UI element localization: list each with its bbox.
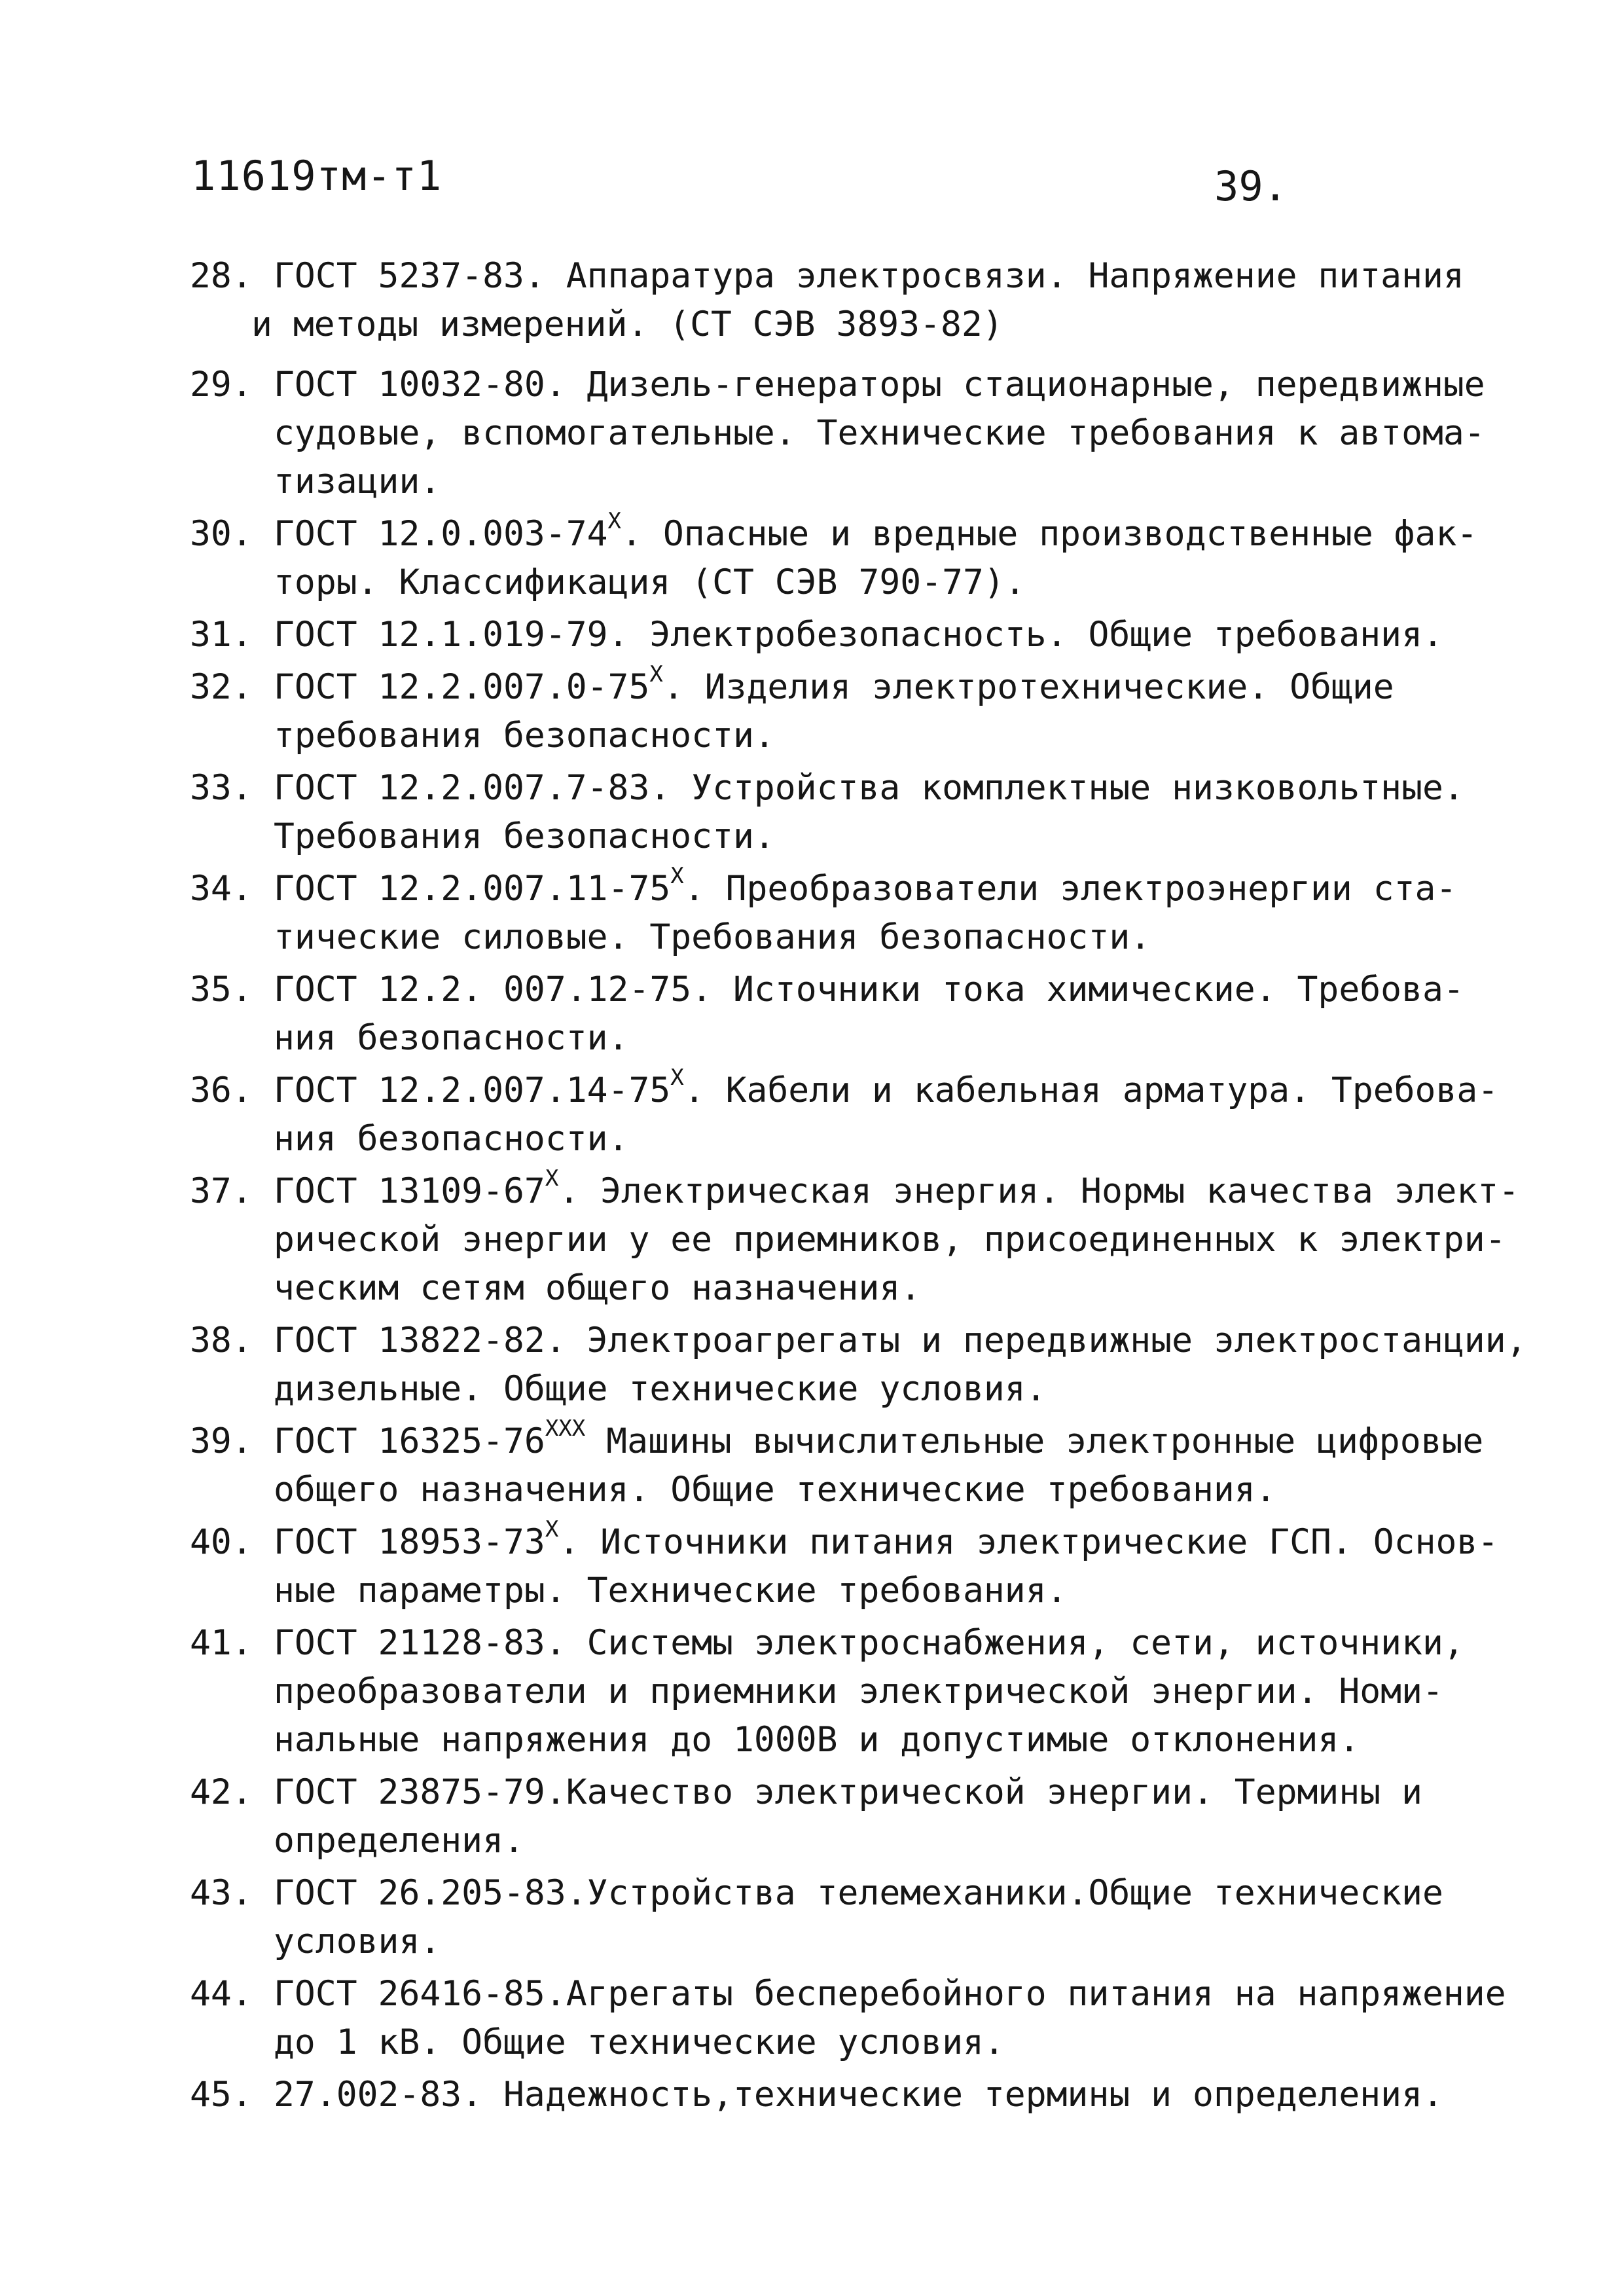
reference-line: тические силовые. Требования безопасности. [274, 917, 1151, 957]
reference-item [190, 764, 1519, 861]
reference-number: 31. [190, 615, 253, 655]
reference-mark: XXX [545, 1415, 586, 1442]
reference-number: 41. [190, 1623, 253, 1663]
reference-line: требования безопасности. [274, 716, 775, 756]
reference-line [274, 1518, 1519, 1567]
reference-code: ГОСТ 18953-73 [274, 1522, 545, 1562]
reference-number: 39. [190, 1421, 253, 1461]
reference-item [190, 1970, 1519, 2067]
document-id: 11619тм-т1 [191, 152, 442, 200]
reference-line: нальные напряжения до 1000В и допустимые отклонения. [274, 1720, 1360, 1760]
reference-code: ГОСТ 12.2.007.11-75 [274, 869, 671, 909]
reference-line: 27.002-83. Надежность,технические термины и определения. [274, 2075, 1443, 2115]
reference-title: . Электрическая энергия. Нормы качества элект- [558, 1171, 1520, 1211]
reference-number: 44. [190, 1974, 253, 2014]
reference-line: ГОСТ 12.1.019-79. Электробезопасность. Общие требования. [274, 615, 1443, 655]
reference-line: дизельные. Общие технические условия. [274, 1369, 1047, 1409]
reference-number: 42. [190, 1772, 253, 1812]
reference-line: ГОСТ 5237-83. Аппаратура электросвязи. Напряжение питания [274, 256, 1464, 296]
reference-line: до 1 кВ. Общие технические условия. [274, 2022, 1005, 2062]
reference-line: ГОСТ 12.2.007.7-83. Устройства комплектные низковольтные. [274, 768, 1464, 808]
reference-line: Требования безопасности. [274, 816, 775, 856]
reference-line: определения. [274, 1821, 524, 1861]
reference-item [190, 1167, 1519, 1313]
reference-line: ческим сетям общего назначения. [274, 1268, 922, 1308]
reference-line: ГОСТ 10032-80. Дизель-генераторы стационарные, передвижные [274, 365, 1485, 405]
reference-code: ГОСТ 12.0.003-74 [274, 514, 608, 554]
reference-item [190, 252, 1519, 349]
reference-line: ГОСТ 21128-83. Системы электроснабжения, сети, источники, [274, 1623, 1464, 1663]
reference-code: ГОСТ 12.2.007.14-75 [274, 1070, 671, 1110]
reference-line: ГОСТ 26416-85.Агрегаты бесперебойного питания на напряжение [274, 1974, 1506, 2014]
reference-line [274, 1417, 1519, 1466]
reference-line: ные параметры. Технические требования. [274, 1571, 1068, 1611]
reference-item [190, 510, 1519, 607]
reference-item [190, 1317, 1527, 1413]
reference-number: 28. [190, 256, 253, 296]
reference-line [274, 865, 1519, 913]
reference-item [190, 1869, 1519, 1966]
reference-item [190, 865, 1519, 962]
reference-line: торы. Классификация (СТ СЭВ 790-77). [274, 562, 1026, 602]
reference-number: 32. [190, 667, 253, 707]
reference-list [190, 252, 1527, 2123]
reference-line: рической энергии у ее приемников, присоединенных к электри- [274, 1220, 1506, 1260]
reference-title: . Преобразователи электроэнергии ста- [683, 869, 1457, 909]
reference-number: 37. [190, 1171, 253, 1211]
reference-code: ГОСТ 12.2.007.0-75 [274, 667, 650, 707]
reference-mark: X [607, 508, 622, 534]
reference-item [190, 966, 1519, 1063]
reference-number: 40. [190, 1522, 253, 1562]
reference-item [190, 1619, 1519, 1764]
reference-title: . Изделия электротехнические. Общие [662, 667, 1394, 707]
reference-title: . Источники питания электрические ГСП. Основ- [558, 1522, 1499, 1562]
reference-item [190, 611, 1519, 659]
reference-title: . Кабели и кабельная арматура. Требова- [683, 1070, 1499, 1110]
reference-item [190, 1417, 1519, 1514]
reference-number: 38. [190, 1321, 253, 1360]
reference-number: 29. [190, 365, 253, 405]
reference-mark: X [545, 1165, 559, 1192]
reference-mark: X [649, 661, 663, 687]
reference-line: судовые, вспомогательные. Технические требования к автома- [274, 413, 1485, 453]
reference-number: 34. [190, 869, 253, 909]
reference-number: 33. [190, 768, 253, 808]
reference-item [190, 663, 1519, 760]
reference-line: условия. [274, 1922, 441, 1961]
reference-line: общего назначения. Общие технические требования. [274, 1470, 1276, 1510]
reference-line: ГОСТ 13822-82. Электроагрегаты и передвижные электростанции, [274, 1321, 1527, 1360]
reference-line: ГОСТ 12.2. 007.12-75. Источники тока химические. Требова- [274, 970, 1464, 1010]
reference-item [190, 2071, 1519, 2119]
reference-line [274, 663, 1519, 712]
reference-line [274, 510, 1519, 558]
reference-line: ГОСТ 23875-79.Качество электрической энергии. Термины и [274, 1772, 1422, 1812]
reference-item [190, 1518, 1519, 1615]
reference-mark: X [545, 1516, 559, 1542]
reference-title: . Опасные и вредные производственные фак- [621, 514, 1478, 554]
reference-title: Машины вычислительные электронные цифровые [585, 1421, 1484, 1461]
page-number: 39. [1214, 162, 1288, 210]
reference-number: 45. [190, 2075, 253, 2115]
reference-line: и методы измерений. (СТ СЭВ 3893-82) [251, 304, 1003, 344]
reference-line [274, 1066, 1519, 1115]
reference-number: 43. [190, 1873, 253, 1913]
reference-code: ГОСТ 16325-76 [274, 1421, 545, 1461]
reference-item [190, 361, 1519, 506]
reference-item [190, 1768, 1519, 1865]
reference-line: ния безопасности. [274, 1018, 629, 1058]
reference-line: тизации. [274, 462, 441, 501]
reference-line: преобразователи и приемники электрической энергии. Номи- [274, 1671, 1443, 1711]
reference-mark: X [670, 1065, 684, 1091]
reference-line: ния безопасности. [274, 1119, 629, 1159]
reference-number: 30. [190, 514, 253, 554]
reference-mark: X [670, 863, 684, 889]
reference-number: 35. [190, 970, 253, 1010]
reference-code: ГОСТ 13109-67 [274, 1171, 545, 1211]
reference-line: ГОСТ 26.205-83.Устройства телемеханики.Общие технические [274, 1873, 1443, 1913]
reference-line [274, 1167, 1519, 1216]
reference-number: 36. [190, 1070, 253, 1110]
reference-item [190, 1066, 1519, 1163]
